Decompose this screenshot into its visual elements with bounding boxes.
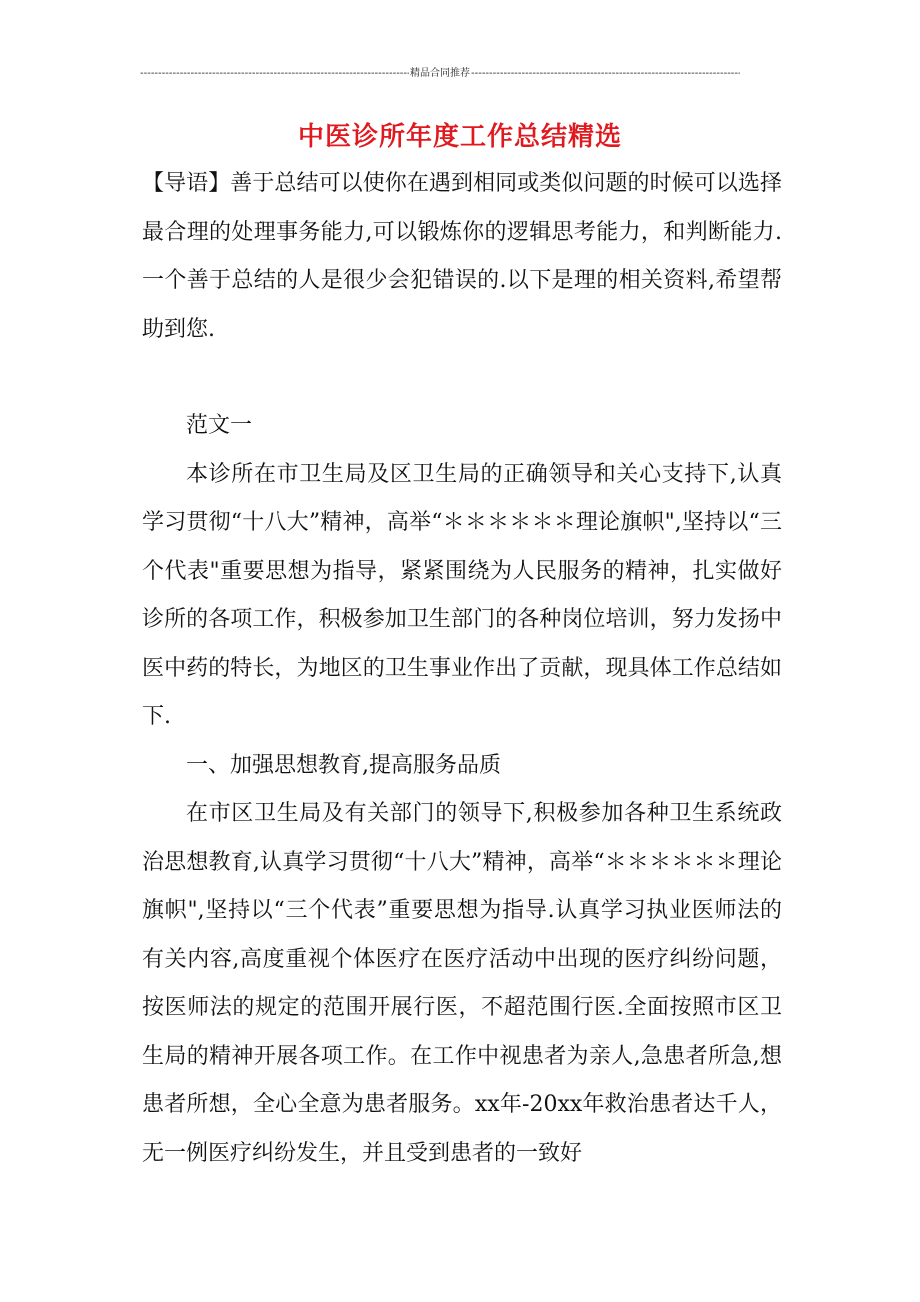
document-body [142, 160, 782, 1178]
section-heading: 一、加强思想教育,提高服务品质 [186, 752, 501, 778]
body-paragraph: 本诊所在市卫生局及区卫生局的正确领导和关心支持下,认真学习贯彻“十八大”精神，高举“＊＊＊＊＊＊理论旗帜",坚持以“三个代表"重要思想为指导，紧紧围绕为人民服务的精神，扎实做好诊所的各项工作，积极参加卫生部门的各种岗位培训，努力发扬中医中药的特长，为地区的卫生事业作出了贡献，现具体工作总结如下. [142, 461, 782, 729]
header-dash-left [140, 66, 409, 82]
section-heading-sample-one: 范文一 [186, 413, 253, 438]
document-title: 中医诊所年度工作总结精选 [297, 122, 622, 152]
body-paragraph: 在市区卫生局及有关部门的领导下,积极参加各种卫生系统政治思想教育,认真学习贯彻“十八大”精神，高举“＊＊＊＊＊＊理论旗帜",坚持以“三个代表”重要思想为指导.认真学习执业医师法的有关内容,高度重视个体医疗在医疗活动中出现的医疗纠纷问题，按医师法的规定的范围开展行医，不超范围行医.全面按照市区卫生局的精神开展各项工作。在工作中视患者为亲人,急患者所急,想患者所想，全心全意为患者服务。xx年-20xx年救治患者达千人，无一例医疗纠纷发生，并且受到患者的一致好 [142, 801, 782, 1166]
header-dash-right [471, 66, 740, 82]
page-header [140, 66, 740, 82]
header-label: 精品合同推荐 [410, 68, 470, 79]
lead-paragraph: 【导语】善于总结可以使你在遇到相同或类似问题的时候可以选择最合理的处理事务能力,可以锻炼你的逻辑思考能力，和判断能力.一个善于总结的人是很少会犯错误的.以下是理的相关资料,希望帮助到您. [142, 171, 782, 342]
